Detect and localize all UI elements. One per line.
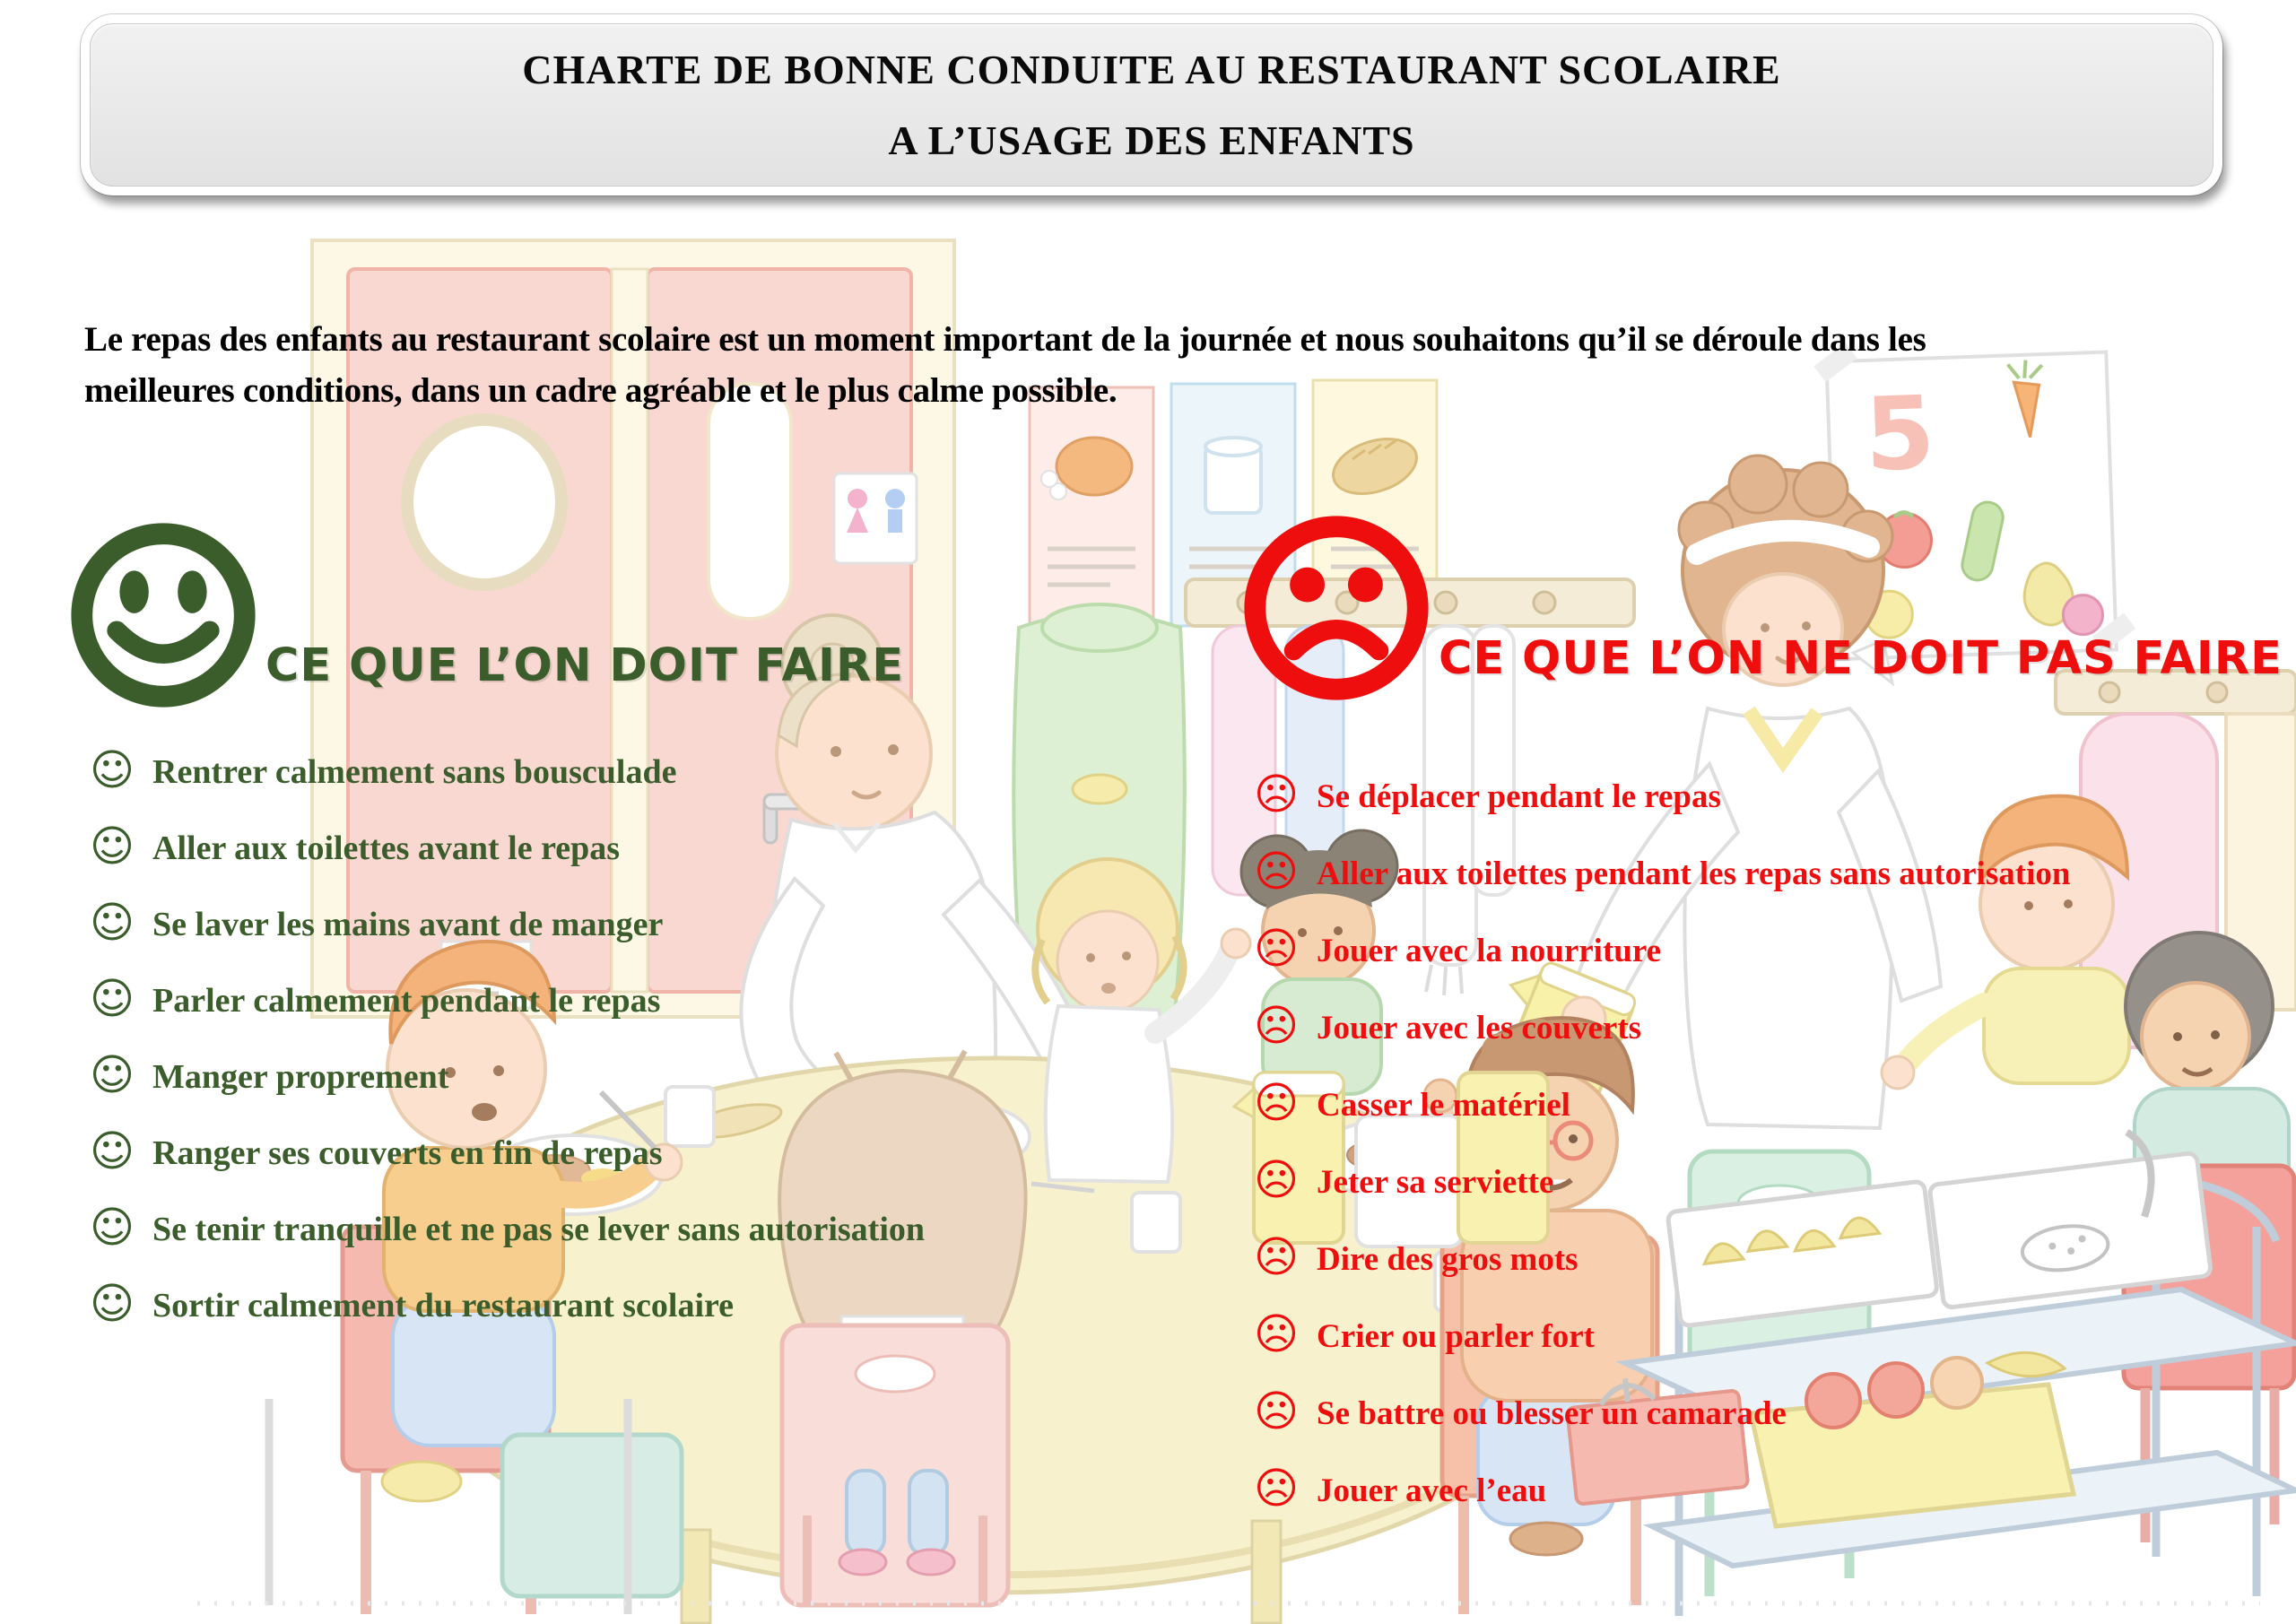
dont-rule-list <box>1254 758 2070 1529</box>
list-item <box>90 886 925 962</box>
list-item <box>90 1038 925 1115</box>
list-item <box>1254 835 2070 912</box>
frowny-bullet-icon: ☹ <box>1254 1001 1300 1051</box>
smiley-bullet-icon: ☺ <box>90 897 135 948</box>
list-item <box>1254 1143 2070 1220</box>
list-item <box>90 734 925 810</box>
list-item <box>1254 912 2070 989</box>
intro-line-1: Le repas des enfants au restaurant scolaire est un moment important de la journée et nous souhaitons qu’il se déroule dans les <box>84 320 1926 359</box>
smiley-bullet-icon: ☺ <box>90 821 135 872</box>
rule-text: Se tenir tranquille et ne pas se lever sans autorisation <box>152 1210 926 1248</box>
frowny-bullet-icon: ☹ <box>1254 1232 1300 1282</box>
frowny-bullet-icon: ☹ <box>1254 847 1300 897</box>
page-subtitle: A L’USAGE DES ENFANTS <box>888 117 1415 163</box>
rule-text: Jeter sa serviette <box>1317 1163 1554 1201</box>
list-item <box>90 962 925 1038</box>
smiley-bullet-icon: ☺ <box>90 1202 135 1253</box>
intro-paragraph <box>84 314 2282 416</box>
rule-text: Jouer avec l’eau <box>1317 1472 1547 1509</box>
list-item <box>1254 1298 2070 1375</box>
do-section-header <box>66 518 904 712</box>
rule-text: Se battre ou blesser un camarade <box>1317 1394 1787 1432</box>
frowny-bullet-icon: ☹ <box>1254 1309 1300 1359</box>
rule-text: Aller aux toilettes avant le repas <box>152 829 621 867</box>
frowny-bullet-icon: ☹ <box>1254 1463 1300 1514</box>
title-plaque <box>81 14 2222 195</box>
frowny-bullet-icon: ☹ <box>1254 924 1300 974</box>
list-item <box>90 1267 925 1343</box>
frowny-bullet-icon: ☹ <box>1254 1386 1300 1437</box>
rule-text: Crier ou parler fort <box>1317 1317 1595 1355</box>
rule-text: Jouer avec la nourriture <box>1317 932 1662 969</box>
do-header-label: CE QUE L’ON DOIT FAIRE <box>265 639 905 692</box>
list-item <box>90 1191 925 1267</box>
list-item <box>1254 1452 2070 1529</box>
rule-text: Jouer avec les couverts <box>1317 1009 1642 1046</box>
rule-text: Manger proprement <box>152 1057 449 1096</box>
list-item <box>1254 989 2070 1066</box>
title-plaque-inner <box>90 23 2213 187</box>
svg-text:5: 5 <box>1863 375 1937 494</box>
dont-section-header <box>1239 511 2283 705</box>
rule-text: Dire des gros mots <box>1317 1240 1578 1278</box>
intro-line-2: meilleures conditions, dans un cadre agréable et le plus calme possible. <box>84 371 1118 410</box>
rule-text: Se laver les mains avant de manger <box>152 905 664 943</box>
rule-text: Sortir calmement du restaurant scolaire <box>152 1286 735 1324</box>
smiley-face-icon <box>66 518 260 712</box>
rule-text: Se déplacer pendant le repas <box>1317 777 1721 815</box>
rule-text: Rentrer calmement sans bousculade <box>152 752 677 791</box>
list-item <box>1254 758 2070 835</box>
frowny-face-icon <box>1239 511 1433 705</box>
page-title: CHARTE DE BONNE CONDUITE AU RESTAURANT SCOLAIRE <box>522 47 1781 92</box>
do-rule-list <box>90 734 925 1343</box>
rule-text: Ranger ses couverts en fin de repas <box>152 1133 663 1172</box>
rule-text: Casser le matériel <box>1317 1086 1570 1124</box>
smiley-bullet-icon: ☺ <box>90 973 135 1024</box>
dont-header-label: CE QUE L’ON NE DOIT PAS FAIRE <box>1439 632 2283 685</box>
smiley-bullet-icon: ☺ <box>90 1125 135 1177</box>
list-item <box>90 810 925 886</box>
list-item <box>1254 1375 2070 1452</box>
rule-text: Parler calmement pendant le repas <box>152 981 661 1020</box>
smiley-bullet-icon: ☺ <box>90 1278 135 1329</box>
smiley-bullet-icon: ☺ <box>90 1049 135 1100</box>
frowny-bullet-icon: ☹ <box>1254 1078 1300 1128</box>
list-item <box>90 1115 925 1191</box>
rule-text: Aller aux toilettes pendant les repas sans autorisation <box>1317 855 2071 892</box>
frowny-bullet-icon: ☹ <box>1254 769 1300 820</box>
list-item <box>1254 1066 2070 1143</box>
list-item <box>1254 1220 2070 1298</box>
frowny-bullet-icon: ☹ <box>1254 1155 1300 1205</box>
smiley-bullet-icon: ☺ <box>90 744 135 795</box>
